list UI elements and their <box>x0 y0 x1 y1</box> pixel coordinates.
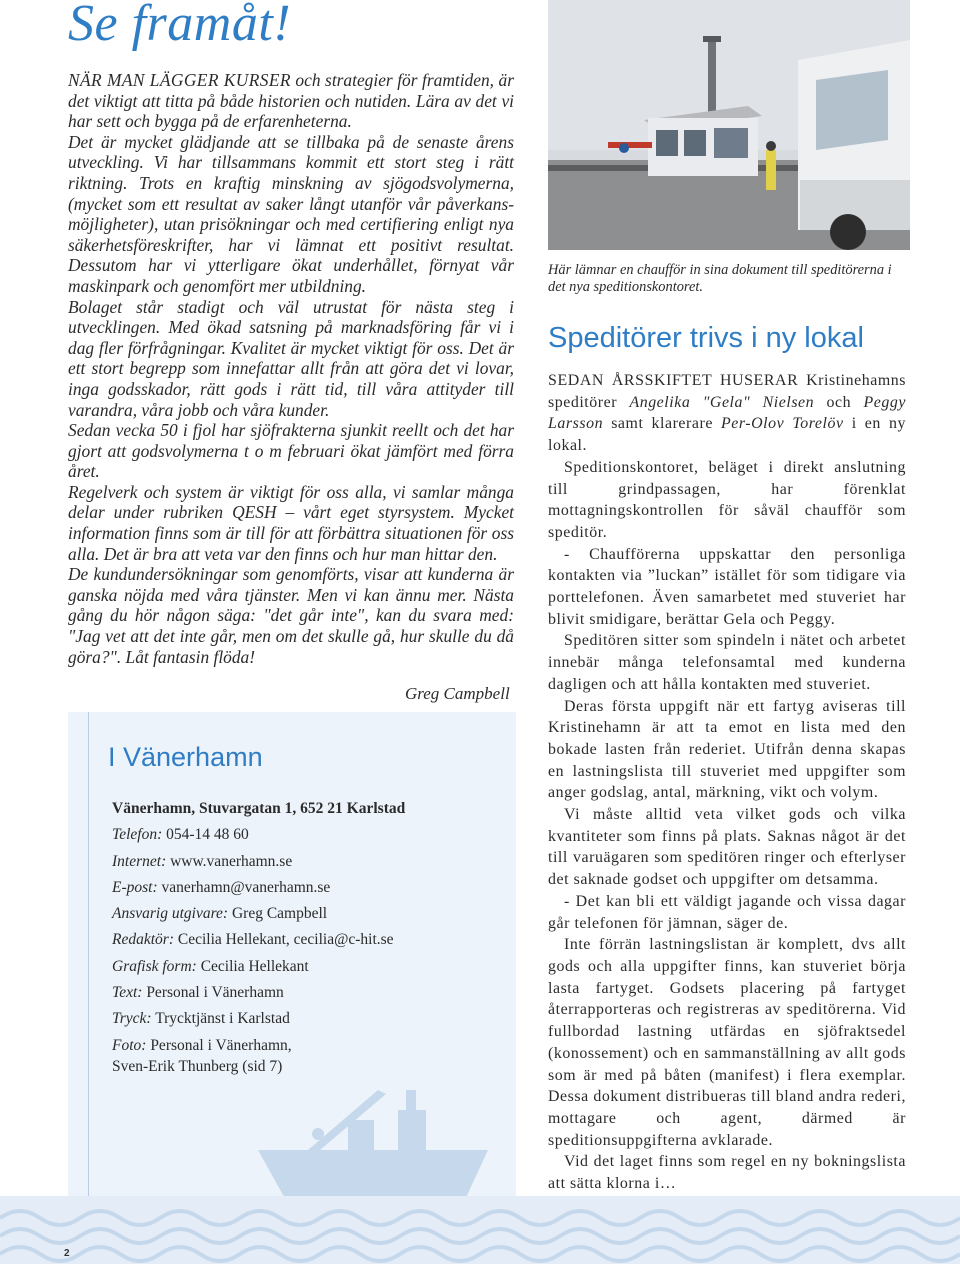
colophon-phone: Telefon: 054-14 48 60 <box>112 826 249 844</box>
article-paragraph-7: Inte förrän lastningslistan är komplett, dvs allt gods och alla uppgifter finns, kan stuveriet börja lasta fartyget. Godsets placering på fartyget återrapporteras och registreras av speditörerna. Vid fullbordad lastning utfärdas en sjöfraktsedel (konossement) och en sammanställning av allt gods som är med på båten (manifest) i flera exemplar. Dessa dokument distribueras till bland andra rederi, mottagare och agent, därmed är speditionsuppgifterna avklarade. <box>548 936 906 1149</box>
colophon-address: Vänerhamn, Stuvargatan 1, 652 21 Karlstad <box>112 800 406 817</box>
page-number: 2 <box>64 1248 70 1259</box>
colophon-publisher: Ansvarig utgivare: Greg Campbell <box>112 905 328 923</box>
page-title: Se framåt! <box>68 0 292 52</box>
colophon-lines <box>112 798 512 1082</box>
colophon-photo-2: Sven-Erik Thunberg (sid 7) <box>112 1057 283 1075</box>
article-paragraph-5: Vi måste alltid veta vilket gods och vilka kvantiteter som finns på plats. Saknas något är det till varuägaren som speditören ringer och efterlyser det saknade godset och uppgifter om detsamma. <box>548 806 906 889</box>
article-lead: SEDAN ÅRSSKIFTET HUSERAR Kristinehamns speditörer Angelika "Gela" Nielsen och Peggy Larsson samt klarerare Per-Olov Torelöv i en ny lokal. <box>548 372 907 455</box>
footer-wave-band <box>0 1196 960 1264</box>
colophon-design: Grafisk form: Cecilia Hellekant <box>112 957 309 975</box>
colophon-print: Tryck: Trycktjänst i Karlstad <box>112 1010 290 1028</box>
editorial-column <box>68 70 514 667</box>
colophon-rule <box>88 712 89 1204</box>
ship-crane-illustration <box>248 1080 508 1204</box>
colophon-text: Text: Personal i Vänerhamn <box>112 984 284 1002</box>
article-paragraph-2: - Chaufförerna uppskattar den personliga kontakten via ”luckan” istället för som tidigare via porttelefonen. Även samarbetet med stuveriet har blivit smidigare, berättar Gela och Peggy. <box>548 545 906 628</box>
colophon-photo: Foto: Personal i Vänerhamn, <box>112 1036 292 1054</box>
article-paragraph-8: Vid det laget finns som regel en ny bokningslista att sätta klorna i… <box>548 1153 906 1193</box>
article-paragraph-1: Speditionskontoret, beläget i direkt anslutning till grindpassagen, har förenklat mottagningskontrollen för såväl chaufför som speditör. <box>548 458 906 541</box>
lead-rest: och strategier för framtiden, är det viktigt att titta på både historien och nutiden. Lära av det vi har sett och bygga på de erfarenheterna. <box>68 70 514 132</box>
signature: Greg Campbell <box>405 684 510 703</box>
photo-caption: Här lämnar en chaufför in sina dokument till speditörerna i det nya speditionskontoret. <box>548 262 892 295</box>
article-heading: Speditörer trivs i ny lokal <box>548 322 864 354</box>
photo-illustration <box>548 0 910 250</box>
article-body <box>548 370 906 1260</box>
editorial-lead <box>68 70 514 132</box>
editorial-paragraph-3: Sedan vecka 50 i fjol har sjöfrakterna sjunkit reellt och det har gjort att godsvolymerna t o m februari ökat jämfört med förra året. <box>68 420 514 482</box>
editorial-paragraph-4: Regelverk och system är viktigt för oss alla, vi samlar många delar under rubriken QESH – vårt eget styrsystem. Mycket information finns som är till för att förbättra situationen för oss alla. Det är bra att veta var den finns och hur man hittar den. <box>68 481 514 564</box>
email-link[interactable]: vanerhamn@vanerhamn.se <box>161 878 331 896</box>
colophon-internet: Internet: www.vanerhamn.se <box>112 852 293 870</box>
editorial-paragraph-2: Bolaget står stadigt och väl utrustat för nästa steg i utvecklingen. Med ökad satsning på marknadsföring får vi i dag fler förfrågningar. Kvalitet är mycket viktigt för oss. Det är ett stort begrepp som innefattar allt från att göra det vi lovar, inga godsskador, rätt gods i rätt tid, till våra attityder till varandra, våra jobb och våra kunder. <box>68 296 514 420</box>
office-photo <box>548 0 910 250</box>
editorial-paragraph-1: Det är mycket glädjande att se tillbaka på de senaste årens utveckling. Vi har tillsammans kommit ett stort steg i rätt riktning. Trots en kraftig minskning av sjögodsvolymerna, (mycket som ett resultat av saker långt utanför vår påverkans-möjligheter), utan prisökningar och med certifiering enligt nya säkerhetsföreskrifter, har vi lämnat ett positivt resultat. Dessutom har vi ytterligare ökat underhållet, förnyat vår maskinpark och genomfört mer utbildning. <box>68 131 514 296</box>
colophon-box <box>68 712 516 1204</box>
website-link[interactable]: www.vanerhamn.se <box>170 852 293 870</box>
lead-caps: NÄR MAN LÄGGER KURSER <box>68 70 291 90</box>
article-paragraph-3: Speditören sitter som spindeln i nätet och arbetet innebär många telefonsamtal med kunderna dagligen och att hålla kontakten med stuveriet. <box>548 632 906 693</box>
colophon-editor: Redaktör: Cecilia Hellekant, cecilia@c-hit.se <box>112 931 394 949</box>
colophon-title: I Vänerhamn <box>108 742 263 772</box>
colophon-email: E-post: vanerhamn@vanerhamn.se <box>112 878 331 896</box>
editorial-paragraph-5: De kundundersökningar som genomförts, visar att kunderna är ganska nöjda med våra tjänster. Men vi kan ännu mer. Nästa gång du hör någon säga: "det går inte", kan du svara med: "Jag vet att det inte går, men om det skulle gå, hur skulle du då göra?". Låt fantasin flöda! <box>68 564 514 667</box>
article-paragraph-4: Deras första uppgift när ett fartyg aviseras till Kristinehamn är att ta emot en lista med den bokade lasten från rederiet. Utifrån denna skapas en lastningslista till stuveriet med uppgifter som anger godslag, antal, märkning, vikt och volym. <box>548 697 906 802</box>
article-paragraph-6: - Det kan bli ett väldigt jagande och vissa dagar går telefonen för jämnan, säger de. <box>548 892 906 932</box>
